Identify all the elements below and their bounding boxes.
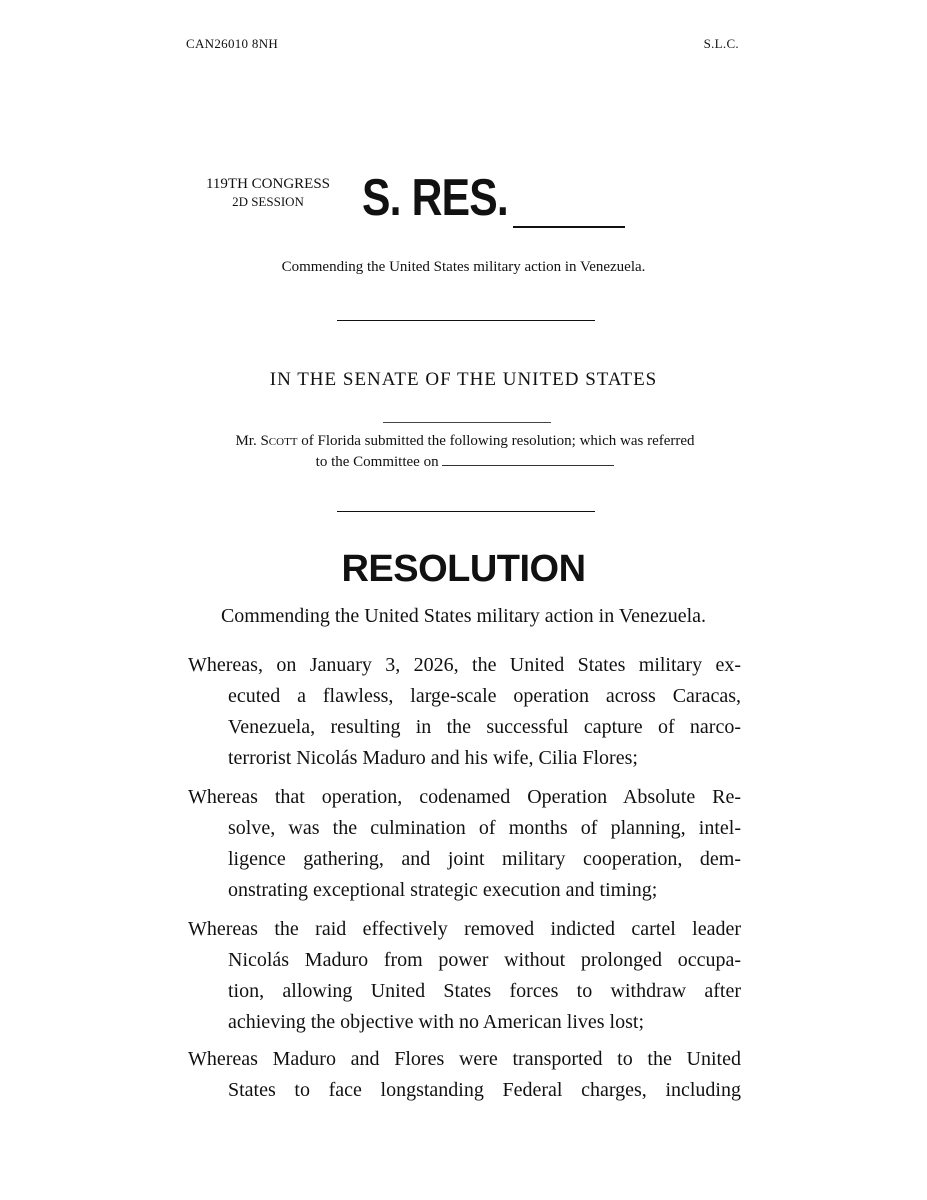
divider-rule	[337, 320, 595, 321]
clause-line: Whereas Maduro and Flores were transported to the United	[188, 1048, 741, 1070]
divider-rule-thin	[383, 422, 551, 423]
clause-line: achieving the objective with no American lives lost;	[228, 1011, 645, 1033]
clause-line: Whereas the raid effectively removed indicted cartel leader	[188, 918, 741, 940]
clause-line: tion, allowing United States forces to withdraw after	[228, 980, 741, 1002]
congress-session-block	[188, 176, 348, 210]
clause-line: Whereas that operation, codenamed Operation Absolute Re-	[188, 786, 741, 808]
session-label: 2D SESSION	[232, 194, 304, 209]
sponsor-prefix: Mr.	[235, 433, 257, 449]
whereas-clause-2	[188, 782, 741, 906]
sponsor-statement	[180, 431, 750, 473]
sponsor-text-line2: to the Committee on	[315, 454, 439, 470]
clause-line: terrorist Nicolás Maduro and his wife, Cilia Flores;	[228, 747, 638, 769]
bill-designation: S. RES.	[362, 169, 508, 227]
resolution-heading: RESOLUTION	[341, 548, 586, 590]
short-title: Commending the United States military action in Venezuela.	[281, 259, 646, 275]
clause-line: ecuted a flawless, large-scale operation across Caracas,	[228, 685, 741, 707]
congress-label: 119TH CONGRESS	[205, 176, 331, 192]
sponsor-text-line1: of Florida submitted the following resolution; which was referred	[301, 433, 695, 449]
document-status-code: S.L.C.	[703, 36, 739, 51]
official-title: Commending the United States military action in Venezuela.	[220, 605, 707, 627]
clause-line: Nicolás Maduro from power without prolonged occupa-	[228, 949, 741, 971]
document-code: CAN26010 8NH	[186, 36, 279, 51]
clause-line: States to face longstanding Federal charges, including	[228, 1079, 741, 1101]
clause-line: ligence gathering, and joint military cooperation, dem-	[228, 848, 741, 870]
whereas-clause-4	[188, 1044, 741, 1106]
committee-blank	[442, 453, 614, 466]
chamber-heading: IN THE SENATE OF THE UNITED STATES	[269, 369, 658, 390]
bill-number-blank	[513, 226, 625, 228]
whereas-clause-1	[188, 650, 741, 774]
sponsor-name: Scott	[260, 433, 298, 449]
clause-line: onstrating exceptional strategic execution and timing;	[228, 879, 658, 901]
clause-line: Whereas, on January 3, 2026, the United States military ex-	[188, 654, 741, 676]
clause-line: Venezuela, resulting in the successful capture of narco-	[228, 716, 741, 738]
divider-rule	[337, 511, 595, 512]
whereas-clause-3	[188, 914, 741, 1038]
clause-line: solve, was the culmination of months of planning, intel-	[228, 817, 741, 839]
